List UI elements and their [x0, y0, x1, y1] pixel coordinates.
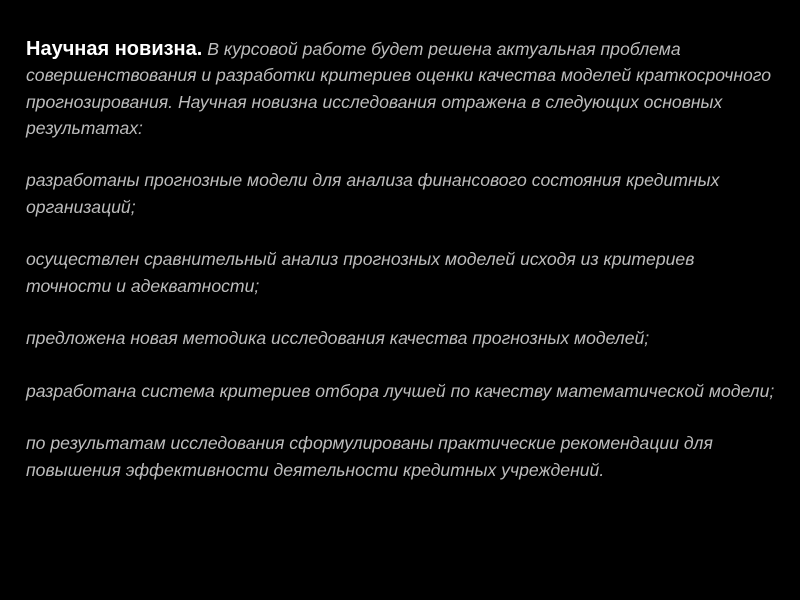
- intro-text: В курсовой работе будет решена актуальная проблема совершенствования и разработки критериев оценки качества моделей краткосрочного прогнозирования. Научная новизна исследования отражена в следующих основных результатах:: [26, 39, 772, 138]
- result-item: разработаны прогнозные модели для анализа финансового состояния кредитных организаций;: [26, 170, 720, 217]
- result-item: осуществлен сравнительный анализ прогнозных моделей исходя из критериев точности и адекватности;: [26, 249, 695, 296]
- result-item: по результатам исследования сформулированы практические рекомендации для повышения эффективности деятельности кредитных учреждений.: [26, 433, 713, 480]
- intro-paragraph: [26, 36, 776, 141]
- slide-content: [26, 36, 776, 509]
- result-item: предложена новая методика исследования качества прогнозных моделей;: [26, 328, 650, 349]
- result-item: разработана система критериев отбора лучшей по качеству математической модели;: [26, 380, 775, 401]
- slide-heading: Научная новизна.: [26, 38, 203, 60]
